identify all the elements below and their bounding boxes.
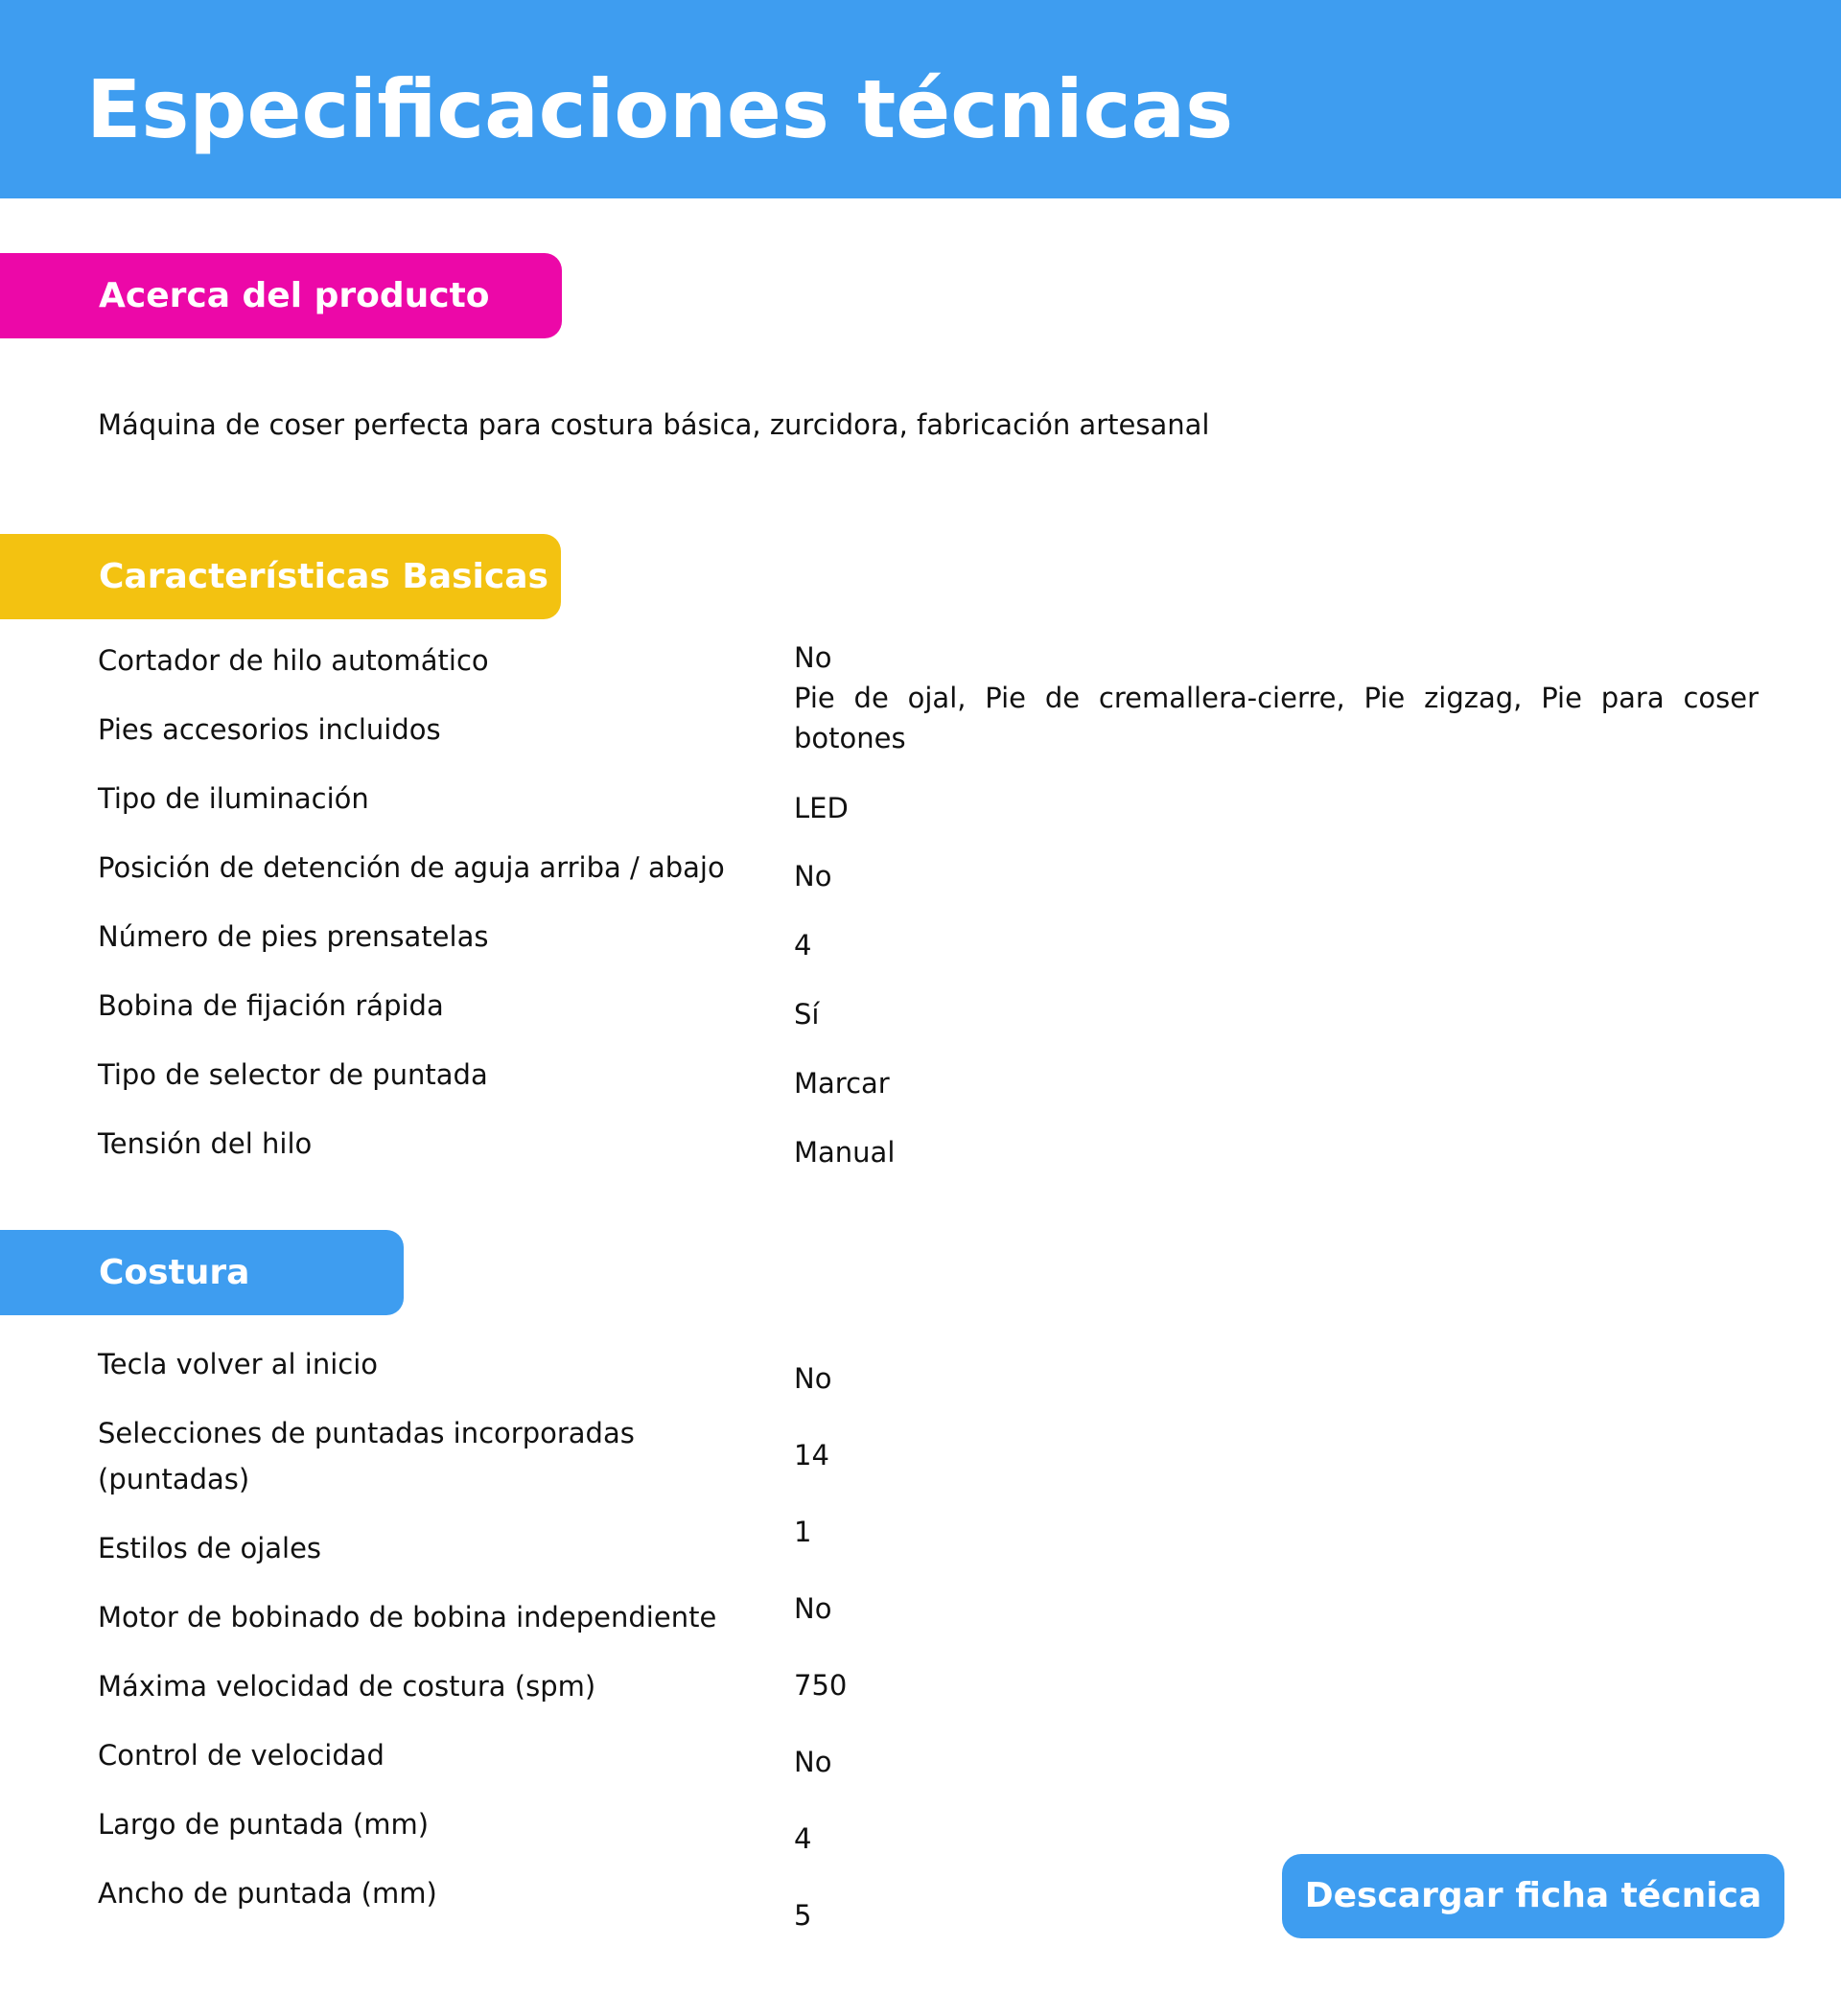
- spec-value-buttonhole-styles: 1: [794, 1516, 812, 1548]
- spec-value-stitch-length: 4: [794, 1822, 812, 1855]
- spec-value-thread-cutter: No: [794, 641, 832, 674]
- spec-value-thread-tension: Manual: [794, 1136, 896, 1169]
- spec-label-built-in-stitches: Selecciones de puntadas incorporadas (puntadas): [98, 1417, 635, 1495]
- spec-label-lighting-type: Tipo de iluminación: [98, 782, 369, 815]
- spec-value-built-in-stitches: 14: [794, 1439, 829, 1471]
- spec-label-return-key: Tecla volver al inicio: [98, 1348, 379, 1380]
- spec-value-bobbin-winder-motor: No: [794, 1592, 832, 1625]
- spec-label-stitch-length: Largo de puntada (mm): [98, 1808, 430, 1841]
- spec-label-buttonhole-styles: Estilos de ojales: [98, 1532, 322, 1564]
- page-title: Especificaciones técnicas: [86, 62, 1234, 156]
- spec-value-presser-feet-count: 4: [794, 929, 812, 962]
- spec-value-needle-stop: No: [794, 860, 832, 892]
- spec-label-max-speed: Máxima velocidad de costura (spm): [98, 1670, 596, 1703]
- spec-label-stitch-selector: Tipo de selector de puntada: [98, 1058, 488, 1091]
- section-tab-sewing: Costura: [0, 1230, 404, 1315]
- spec-value-accessory-feet: Pie de ojal, Pie de cremallera-cierre, Pie zigzag, Pie para coser botones: [794, 682, 1759, 754]
- spec-value-stitch-width: 5: [794, 1899, 812, 1932]
- spec-label-thread-tension: Tensión del hilo: [98, 1127, 313, 1160]
- spec-label-presser-feet-count: Número de pies prensatelas: [98, 920, 489, 953]
- spec-label-stitch-width: Ancho de puntada (mm): [98, 1877, 437, 1910]
- spec-value-max-speed: 750: [794, 1669, 848, 1702]
- spec-label-speed-control: Control de velocidad: [98, 1739, 385, 1772]
- section-tab-about: Acerca del producto: [0, 253, 562, 338]
- spec-label-needle-stop: Posición de detención de aguja arriba / abajo: [98, 851, 725, 884]
- spec-value-quick-bobbin: Sí: [794, 998, 820, 1031]
- spec-label-bobbin-winder-motor: Motor de bobinado de bobina independiente: [98, 1601, 717, 1634]
- section-tab-basic-features: Características Basicas: [0, 534, 561, 619]
- spec-value-return-key: No: [794, 1362, 832, 1395]
- page-header: [0, 0, 1841, 198]
- spec-label-thread-cutter: Cortador de hilo automático: [98, 644, 489, 677]
- spec-label-accessory-feet: Pies accesorios incluidos: [98, 713, 441, 746]
- download-datasheet-button[interactable]: Descargar ficha técnica: [1282, 1854, 1784, 1938]
- product-description: Máquina de coser perfecta para costura básica, zurcidora, fabricación artesanal: [98, 408, 1210, 441]
- spec-value-stitch-selector: Marcar: [794, 1067, 890, 1100]
- spec-value-speed-control: No: [794, 1746, 832, 1778]
- spec-value-lighting-type: LED: [794, 792, 849, 824]
- spec-label-quick-bobbin: Bobina de fijación rápida: [98, 989, 444, 1022]
